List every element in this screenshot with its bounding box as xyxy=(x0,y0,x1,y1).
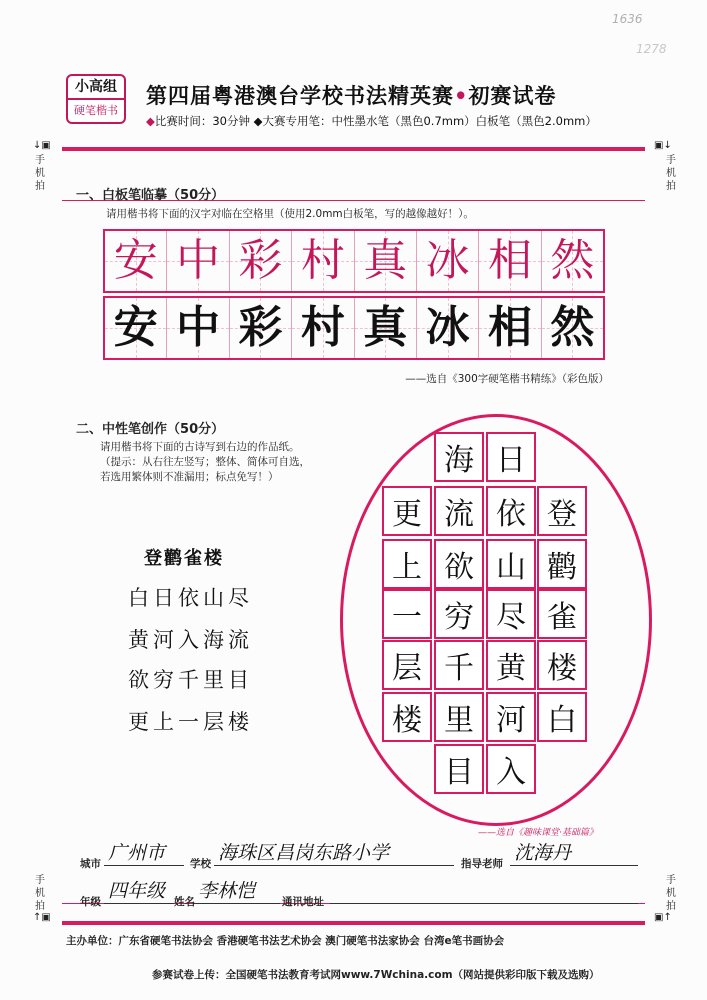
section2-instruction xyxy=(100,440,310,485)
corner-note: 1636 xyxy=(612,12,643,26)
written-char: 中 xyxy=(176,302,221,353)
teacher-label: 指导老师 xyxy=(461,858,503,870)
written-char: 村 xyxy=(300,302,345,353)
grid-cell xyxy=(486,539,536,589)
written-char: 相 xyxy=(487,302,532,353)
grid-char: 更 xyxy=(392,497,422,532)
grid-cell xyxy=(434,486,484,536)
written-char: 真 xyxy=(363,302,408,353)
school-field[interactable]: 海珠区昌岗东路小学 xyxy=(214,842,454,866)
subtitle-text: 比赛时间：30分钟 ◆大赛专用笔：中性墨水笔（黑色0.7mm）白板笔（黑色2.0mm） xyxy=(154,114,597,128)
section1-instruction: 请用楷书将下面的汉字对临在空格里（使用2.0mm白板笔，写的越像越好！）。 xyxy=(106,208,474,220)
written-cell xyxy=(229,298,291,358)
grid-cell xyxy=(486,486,536,536)
model-cell xyxy=(478,231,540,291)
teacher-field[interactable]: 沈海丹 xyxy=(510,842,638,866)
side-label-right-bottom: 手机拍 xyxy=(666,875,676,912)
grid-char: 黄 xyxy=(496,651,526,686)
model-char: 彩 xyxy=(238,235,283,286)
group-badge xyxy=(66,74,126,124)
poem-line: 白日依山尽 xyxy=(128,586,253,610)
written-cell xyxy=(541,298,603,358)
written-character-row xyxy=(103,296,605,360)
grid-cell xyxy=(537,539,587,589)
model-cell xyxy=(291,231,353,291)
instruction-line: （提示：从右往左竖写；整体、简体可自选， xyxy=(100,456,310,468)
city-field[interactable]: 广州市 xyxy=(104,842,184,866)
grade-field[interactable]: 四年级 xyxy=(104,880,174,904)
model-cell xyxy=(166,231,228,291)
school-label: 学校 xyxy=(190,858,211,870)
grid-cell xyxy=(537,692,587,742)
grid-cell xyxy=(382,589,432,639)
arrow-up-icon: ↑▣ xyxy=(33,912,51,923)
model-character-row xyxy=(103,229,605,293)
model-cell xyxy=(229,231,291,291)
side-label-left-bottom: 手机拍 xyxy=(35,875,45,912)
model-char: 中 xyxy=(176,235,221,286)
grid-char: 楼 xyxy=(547,651,577,686)
model-char: 相 xyxy=(487,235,532,286)
written-char: 然 xyxy=(550,302,595,353)
grade-label: 年级 xyxy=(80,896,101,908)
written-cell xyxy=(291,298,353,358)
grid-cell xyxy=(486,589,536,639)
grid-cell xyxy=(486,744,536,794)
grid-char: 山 xyxy=(496,550,526,585)
grid-cell xyxy=(382,539,432,589)
grid-char: 河 xyxy=(496,703,526,738)
grid-cell xyxy=(382,692,432,742)
model-cell xyxy=(541,231,603,291)
model-cell xyxy=(416,231,478,291)
address-label: 通讯地址 xyxy=(282,896,324,908)
camera-icon-bottom: ▣↑ xyxy=(654,912,672,923)
grid-cell xyxy=(382,640,432,690)
footer-organizers: 主办单位：广东省硬笔书法协会 香港硬笔书法艺术协会 澳门硬笔书法家协会 台湾e笔书画协会 xyxy=(66,935,505,947)
grid-cell xyxy=(537,640,587,690)
bullet-icon: ◆ xyxy=(146,114,155,128)
section2-title-text: 中性笔创作 xyxy=(102,422,168,437)
grid-char: 依 xyxy=(496,497,526,532)
grid-cell xyxy=(434,640,484,690)
page-title xyxy=(146,80,556,110)
grid-char: 一 xyxy=(392,600,422,635)
badge-level: 小高组 xyxy=(68,76,124,100)
arrow-down-icon: ↓▣ xyxy=(33,140,51,151)
side-label-right-top: 手机拍 xyxy=(666,155,676,192)
section1-points: （50分） xyxy=(167,188,225,203)
model-cell xyxy=(354,231,416,291)
grid-char: 欲 xyxy=(444,550,474,585)
name-field[interactable]: 李林恺 xyxy=(194,880,280,904)
exam-subtitle xyxy=(146,113,597,129)
poem-line: 欲穷千里目 xyxy=(128,668,253,692)
written-cell xyxy=(416,298,478,358)
grid-char: 穷 xyxy=(444,600,474,635)
grid-char: 楼 xyxy=(392,703,422,738)
written-cell xyxy=(478,298,540,358)
poem-line: 更上一层楼 xyxy=(128,710,253,734)
grid-cell xyxy=(434,692,484,742)
section2-number: 二、 xyxy=(76,422,103,437)
side-label-left-top: 手机拍 xyxy=(35,155,45,192)
written-cell xyxy=(166,298,228,358)
address-field[interactable] xyxy=(330,880,638,904)
title-main: 第四届粤港澳台学校书法精英赛 xyxy=(146,83,454,108)
model-char: 村 xyxy=(300,235,345,286)
camera-icon: ▣↓ xyxy=(654,140,672,151)
grid-char: 千 xyxy=(444,651,474,686)
poem-title: 登鹳雀楼 xyxy=(144,548,224,569)
grid-cell xyxy=(486,432,536,482)
title-suffix: 初赛试卷 xyxy=(468,83,557,108)
written-char: 冰 xyxy=(425,302,470,353)
model-char: 安 xyxy=(113,235,158,286)
written-cell xyxy=(105,298,166,358)
grid-char: 日 xyxy=(496,443,526,478)
grid-char: 海 xyxy=(444,443,474,478)
grid-cell xyxy=(486,692,536,742)
grid-cell xyxy=(486,640,536,690)
grid-char: 层 xyxy=(392,651,422,686)
grid-cell xyxy=(434,539,484,589)
written-char: 安 xyxy=(113,302,158,353)
title-dot: • xyxy=(454,83,469,108)
header-divider xyxy=(62,147,645,151)
section1-title-text: 白板笔临摹 xyxy=(102,188,168,203)
instruction-line: 请用楷书将下面的古诗写到右边的作品纸。 xyxy=(100,441,300,453)
grid-cell xyxy=(382,486,432,536)
grid-char: 鹳 xyxy=(547,550,577,585)
model-char: 真 xyxy=(363,235,408,286)
city-label: 城市 xyxy=(80,858,101,870)
written-cell xyxy=(354,298,416,358)
grid-char: 入 xyxy=(496,755,526,790)
grid-char: 里 xyxy=(444,703,474,738)
grid-cell xyxy=(434,744,484,794)
written-char: 彩 xyxy=(238,302,283,353)
model-cell xyxy=(105,231,166,291)
grid-char: 流 xyxy=(444,497,474,532)
grid-cell xyxy=(537,486,587,536)
model-char: 然 xyxy=(550,235,595,286)
grid-cell xyxy=(434,432,484,482)
grid-char: 目 xyxy=(444,755,474,790)
footer-divider xyxy=(62,921,645,925)
grid-char: 雀 xyxy=(547,600,577,635)
name-label: 姓名 xyxy=(174,896,195,908)
corner-note-number: 1278 xyxy=(636,42,667,56)
instruction-line: 若选用繁体则不准漏用；标点免写！） xyxy=(100,471,279,483)
section1-number: 一、 xyxy=(76,188,103,203)
footer-upload: 参赛试卷上传：全国硬笔书法教育考试网www.7Wchina.com（网站提供彩印版下载及选购） xyxy=(152,969,600,981)
section1-title xyxy=(76,184,224,203)
grid-char: 白 xyxy=(547,703,577,738)
grid-cell xyxy=(434,589,484,639)
grid-char: 登 xyxy=(547,497,577,532)
section2-title xyxy=(76,418,224,437)
section2-source: ——选自《趣味课堂·基础篇》 xyxy=(478,828,598,838)
model-char: 冰 xyxy=(425,235,470,286)
section1-source: ——选自《300字硬笔楷书精练》（彩色版） xyxy=(405,373,609,385)
section2-points: （50分） xyxy=(167,422,225,437)
grid-cell xyxy=(537,589,587,639)
grid-char: 上 xyxy=(392,550,422,585)
badge-category: 硬笔楷书 xyxy=(74,104,118,117)
poem-line: 黄河入海流 xyxy=(128,628,253,652)
grid-char: 尽 xyxy=(496,600,526,635)
